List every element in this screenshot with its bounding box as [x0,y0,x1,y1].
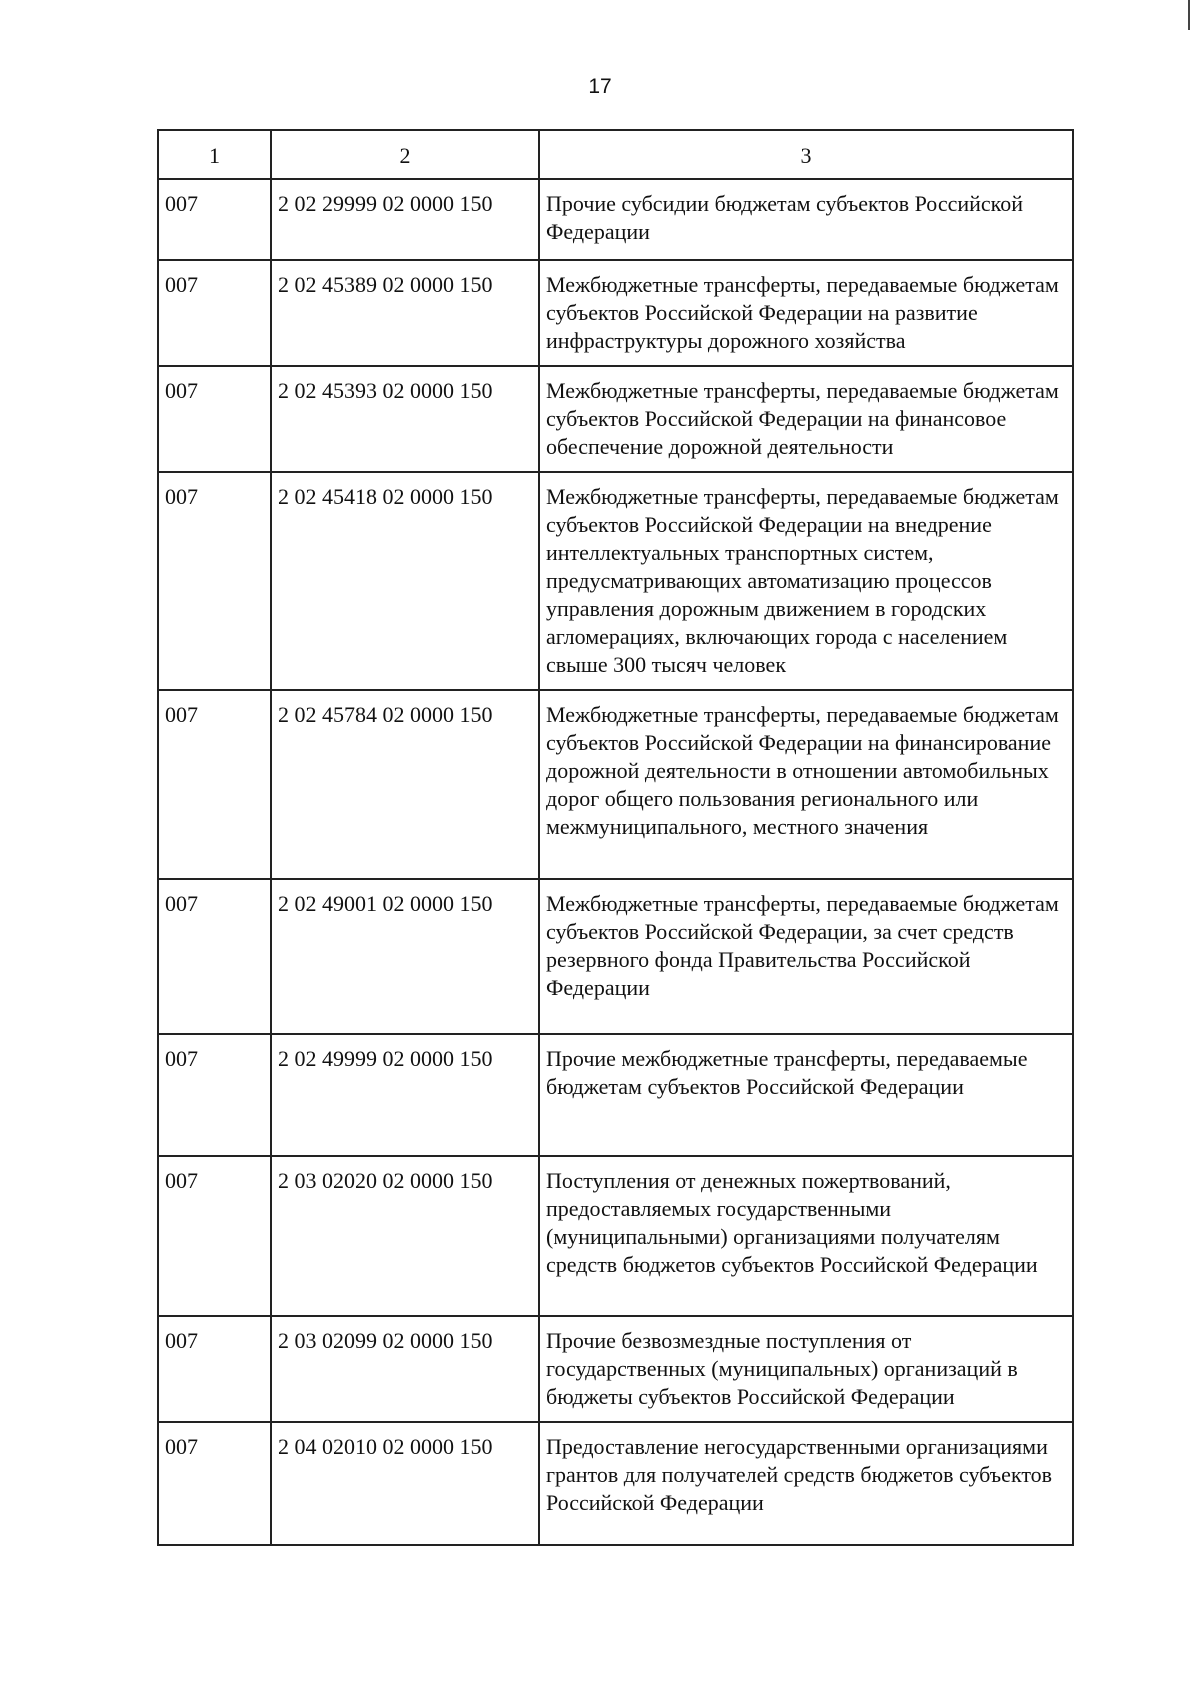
description-cell: Поступления от денежных пожертвований, предоставляемых государственными (муниципальными) организациями получателям средств бюджетов субъектов Российской Федерации [539,1156,1073,1316]
table-header-row [158,130,1073,179]
admin-code-cell: 007 [158,879,271,1034]
description-cell: Прочие межбюджетные трансферты, передаваемые бюджетам субъектов Российской Федерации [539,1034,1073,1156]
table-row [158,1316,1073,1422]
description-cell: Межбюджетные трансферты, передаваемые бюджетам субъектов Российской Федерации на финансовое обеспечение дорожной деятельности [539,366,1073,472]
table-row [158,690,1073,879]
admin-code-cell: 007 [158,366,271,472]
table-row [158,260,1073,366]
column-header-1: 1 [158,130,271,179]
column-header-3: 3 [539,130,1073,179]
budget-code-cell: 2 02 45784 02 0000 150 [271,690,539,879]
budget-code-cell: 2 02 45389 02 0000 150 [271,260,539,366]
table-row [158,366,1073,472]
codes-table [157,129,1074,1546]
table-row [158,879,1073,1034]
table-row [158,1034,1073,1156]
description-cell: Предоставление негосударственными организациями грантов для получателей средств бюджетов субъектов Российской Федерации [539,1422,1073,1545]
budget-code-cell: 2 03 02020 02 0000 150 [271,1156,539,1316]
admin-code-cell: 007 [158,260,271,366]
admin-code-cell: 007 [158,690,271,879]
admin-code-cell: 007 [158,1422,271,1545]
table-row [158,179,1073,260]
admin-code-cell: 007 [158,1316,271,1422]
description-cell: Межбюджетные трансферты, передаваемые бюджетам субъектов Российской Федерации на финансирование дорожной деятельности в отношении автомобильных дорог общего пользования регионального или межмуниципального, местного значения [539,690,1073,879]
scan-edge-mark [1188,0,1190,30]
description-cell: Прочие безвозмездные поступления от государственных (муниципальных) организаций в бюджеты субъектов Российской Федерации [539,1316,1073,1422]
budget-code-cell: 2 03 02099 02 0000 150 [271,1316,539,1422]
description-cell: Межбюджетные трансферты, передаваемые бюджетам субъектов Российской Федерации на развитие инфраструктуры дорожного хозяйства [539,260,1073,366]
budget-code-cell: 2 02 45393 02 0000 150 [271,366,539,472]
admin-code-cell: 007 [158,1156,271,1316]
budget-code-cell: 2 02 49999 02 0000 150 [271,1034,539,1156]
page-number: 17 [588,75,612,98]
table-row [158,1422,1073,1545]
admin-code-cell: 007 [158,179,271,260]
budget-code-cell: 2 04 02010 02 0000 150 [271,1422,539,1545]
admin-code-cell: 007 [158,472,271,690]
budget-code-cell: 2 02 49001 02 0000 150 [271,879,539,1034]
description-cell: Прочие субсидии бюджетам субъектов Российской Федерации [539,179,1073,260]
budget-code-cell: 2 02 29999 02 0000 150 [271,179,539,260]
admin-code-cell: 007 [158,1034,271,1156]
column-header-2: 2 [271,130,539,179]
description-cell: Межбюджетные трансферты, передаваемые бюджетам субъектов Российской Федерации на внедрение интеллектуальных транспортных систем, предусматривающих автоматизацию процессов управления дорожным движением в городских агломерациях, включающих города с населением свыше 300 тысяч человек [539,472,1073,690]
table-row [158,472,1073,690]
budget-code-cell: 2 02 45418 02 0000 150 [271,472,539,690]
description-cell: Межбюджетные трансферты, передаваемые бюджетам субъектов Российской Федерации, за счет средств резервного фонда Правительства Российской Федерации [539,879,1073,1034]
table-row [158,1156,1073,1316]
